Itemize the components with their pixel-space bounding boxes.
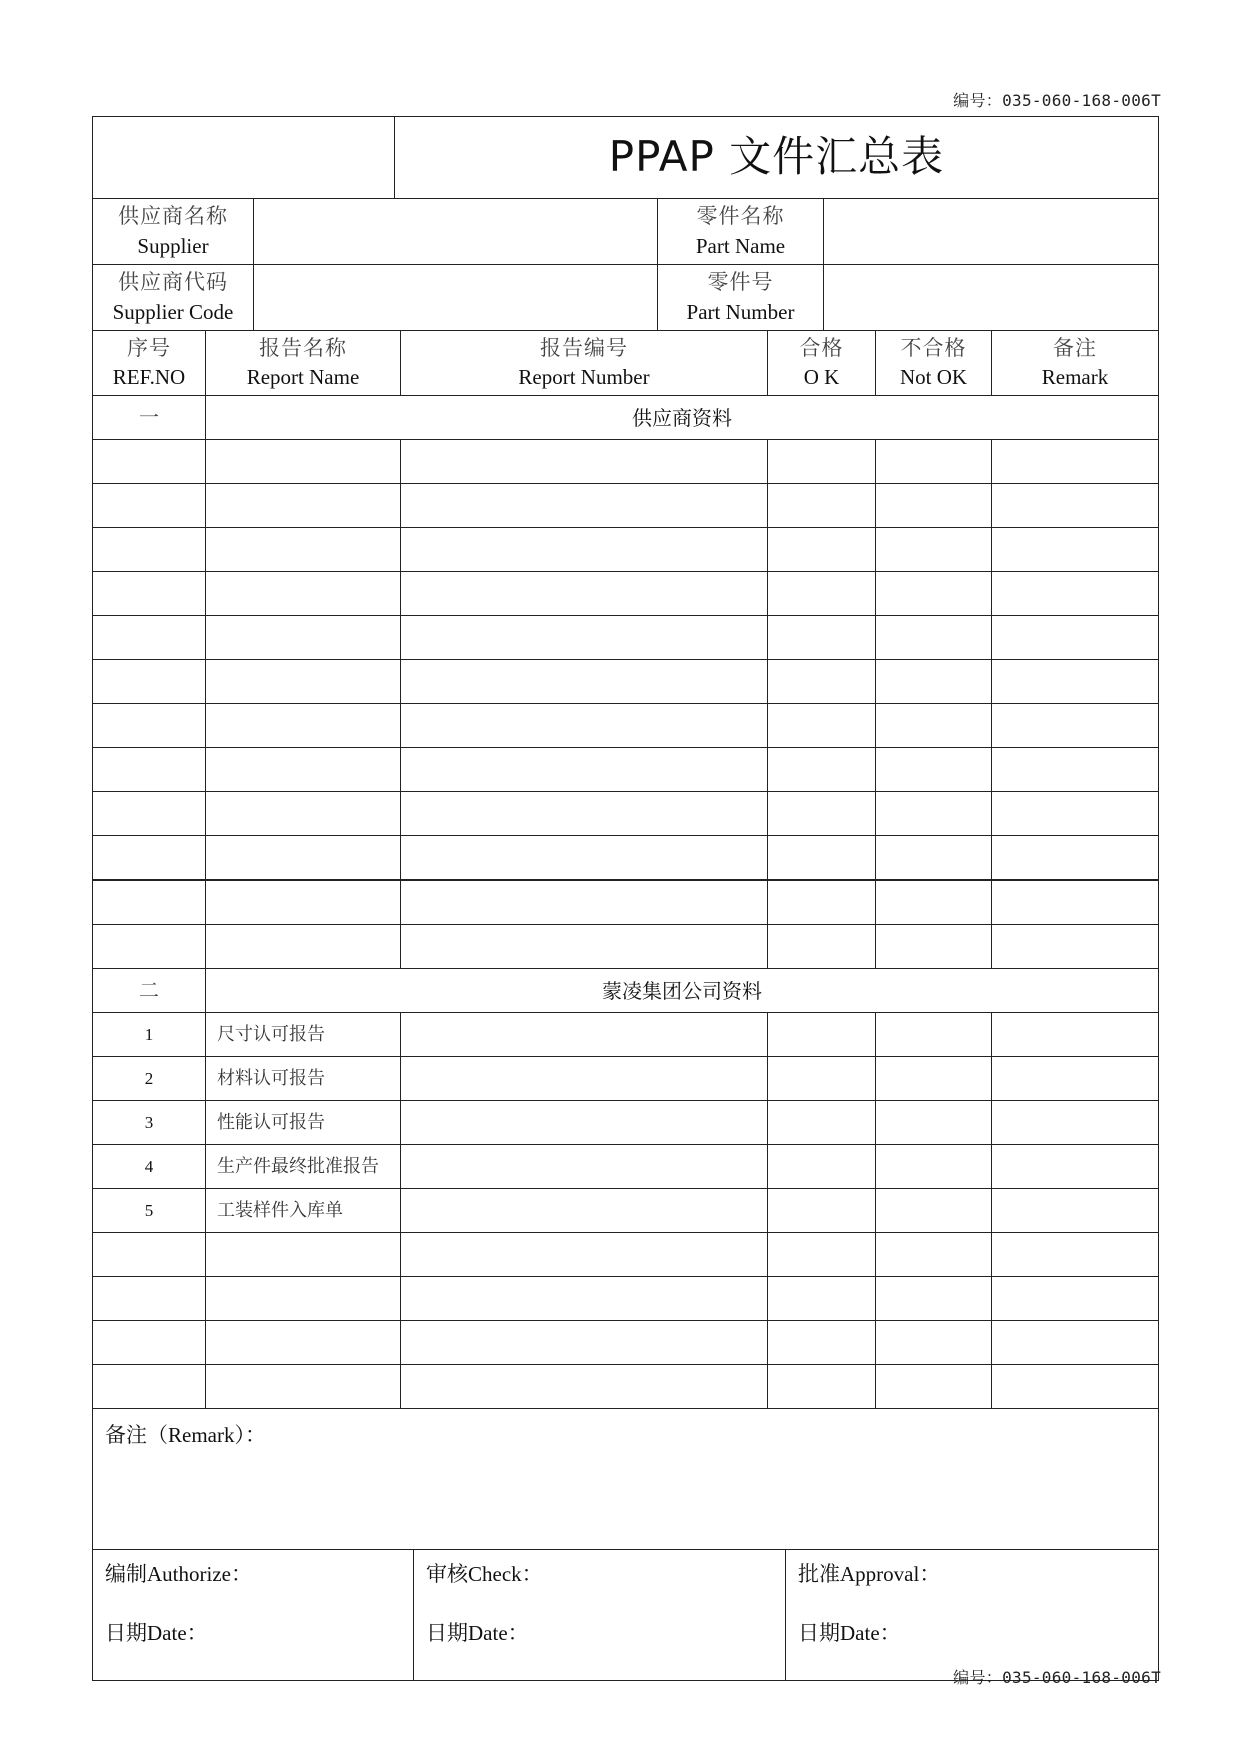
table-row xyxy=(93,1365,1159,1409)
ok-cell[interactable] xyxy=(768,660,876,704)
remark-cell[interactable] xyxy=(992,528,1159,572)
column-header-not-ok-cn: 不合格 xyxy=(900,335,967,360)
remark-cell[interactable] xyxy=(992,836,1159,881)
not-ok-cell[interactable] xyxy=(876,528,992,572)
ref-cell[interactable] xyxy=(93,440,206,484)
report-number-cell[interactable] xyxy=(401,704,768,748)
report-number-cell[interactable] xyxy=(401,572,768,616)
part-number-label xyxy=(658,265,824,331)
ok-cell[interactable] xyxy=(768,1013,876,1057)
column-header-remark-en: Remark xyxy=(1041,365,1109,389)
report-name-cell[interactable] xyxy=(206,660,401,704)
column-header-not-ok-en: Not OK xyxy=(899,365,968,389)
report-number-cell[interactable] xyxy=(401,440,768,484)
remark-cell[interactable] xyxy=(992,1189,1159,1233)
report-name-cell[interactable] xyxy=(206,748,401,792)
not-ok-cell[interactable] xyxy=(876,660,992,704)
table-row xyxy=(93,484,1159,528)
remark-cell[interactable] xyxy=(992,440,1159,484)
report-name-cell[interactable] xyxy=(206,1233,401,1277)
report-number-cell[interactable] xyxy=(401,748,768,792)
report-name-cell[interactable] xyxy=(206,1321,401,1365)
supplier-code-field[interactable] xyxy=(254,265,658,331)
remark-label: 备注（Remark）： xyxy=(105,1423,266,1447)
ref-cell[interactable]: 5 xyxy=(93,1189,206,1233)
ref-cell[interactable] xyxy=(93,925,206,969)
remark-cell[interactable] xyxy=(992,1057,1159,1101)
report-number-cell[interactable] xyxy=(401,1057,768,1101)
report-number-cell[interactable] xyxy=(401,1145,768,1189)
ok-cell[interactable] xyxy=(768,880,876,925)
ok-cell[interactable] xyxy=(768,572,876,616)
report-number-cell[interactable] xyxy=(401,1101,768,1145)
check-cell[interactable] xyxy=(414,1550,786,1681)
table-row xyxy=(93,1233,1159,1277)
ok-cell[interactable] xyxy=(768,616,876,660)
table-row xyxy=(93,440,1159,484)
part-name-label-cn: 零件名称 xyxy=(696,204,785,229)
report-name-cell[interactable]: 生产件最终批准报告 xyxy=(206,1145,401,1189)
ref-cell[interactable]: 4 xyxy=(93,1145,206,1189)
not-ok-cell[interactable] xyxy=(876,1277,992,1321)
table-row xyxy=(93,1145,1159,1189)
report-number-cell[interactable] xyxy=(401,660,768,704)
approval-label: 批准Approval： xyxy=(798,1562,941,1586)
check-date-label: 日期Date： xyxy=(426,1621,529,1646)
not-ok-cell[interactable] xyxy=(876,925,992,969)
part-name-label xyxy=(658,199,824,265)
ref-cell[interactable]: 3 xyxy=(93,1101,206,1145)
title-cell xyxy=(395,117,1159,199)
ref-cell[interactable] xyxy=(93,748,206,792)
report-number-cell[interactable] xyxy=(401,880,768,925)
section-title: 蒙凌集团公司资料 xyxy=(206,969,1159,1013)
not-ok-cell[interactable] xyxy=(876,880,992,925)
remark-cell[interactable] xyxy=(992,572,1159,616)
report-table xyxy=(92,330,1159,1409)
ref-cell[interactable]: 1 xyxy=(93,1013,206,1057)
table-row xyxy=(93,704,1159,748)
report-name-cell[interactable]: 尺寸认可报告 xyxy=(206,1013,401,1057)
table-row xyxy=(93,925,1159,969)
ref-cell[interactable] xyxy=(93,1321,206,1365)
ref-cell[interactable]: 2 xyxy=(93,1057,206,1101)
not-ok-cell[interactable] xyxy=(876,1145,992,1189)
ppap-summary-form xyxy=(92,116,1159,1681)
ref-cell[interactable] xyxy=(93,1233,206,1277)
remark-cell[interactable] xyxy=(992,616,1159,660)
check-label: 审核Check： xyxy=(426,1562,543,1586)
report-name-cell[interactable] xyxy=(206,925,401,969)
table-row xyxy=(93,1101,1159,1145)
column-header-report-number xyxy=(401,331,768,396)
ok-cell[interactable] xyxy=(768,925,876,969)
ref-cell[interactable] xyxy=(93,836,206,881)
supplier-info-table xyxy=(92,198,1159,331)
table-row xyxy=(93,880,1159,925)
supplier-code-label-cn: 供应商代码 xyxy=(118,270,228,295)
report-name-cell[interactable] xyxy=(206,1277,401,1321)
not-ok-cell[interactable] xyxy=(876,1233,992,1277)
table-header-row xyxy=(93,331,1159,396)
not-ok-cell[interactable] xyxy=(876,748,992,792)
ref-cell[interactable] xyxy=(93,1365,206,1409)
column-header-ref-cn: 序号 xyxy=(127,335,171,360)
table-row xyxy=(93,1057,1159,1101)
ref-cell[interactable] xyxy=(93,704,206,748)
report-name-cell[interactable] xyxy=(206,484,401,528)
report-number-cell[interactable] xyxy=(401,1365,768,1409)
section-number: 一 xyxy=(93,396,206,440)
authorize-date-label: 日期Date： xyxy=(105,1621,208,1646)
table-row xyxy=(93,660,1159,704)
not-ok-cell[interactable] xyxy=(876,1057,992,1101)
report-number-cell[interactable] xyxy=(401,1233,768,1277)
ref-cell[interactable] xyxy=(93,572,206,616)
not-ok-cell[interactable] xyxy=(876,440,992,484)
table-row xyxy=(93,792,1159,836)
document-code-top: 编号：035-060-168-006T xyxy=(953,91,1161,110)
remark-cell[interactable] xyxy=(93,1409,1159,1550)
not-ok-cell[interactable] xyxy=(876,616,992,660)
remark-cell[interactable] xyxy=(992,1321,1159,1365)
not-ok-cell[interactable] xyxy=(876,484,992,528)
ref-cell[interactable] xyxy=(93,484,206,528)
column-header-ref xyxy=(93,331,206,396)
ref-cell[interactable] xyxy=(93,660,206,704)
supplier-name-label xyxy=(93,199,254,265)
report-name-cell[interactable]: 工装样件入库单 xyxy=(206,1189,401,1233)
column-header-ok-cn: 合格 xyxy=(799,335,844,360)
remark-cell[interactable] xyxy=(992,1013,1159,1057)
supplier-name-field[interactable] xyxy=(254,199,658,265)
remark-cell[interactable] xyxy=(992,1365,1159,1409)
report-name-cell[interactable]: 性能认可报告 xyxy=(206,1101,401,1145)
column-header-report-number-cn: 报告编号 xyxy=(540,335,628,360)
signature-table xyxy=(92,1549,1159,1681)
report-number-cell[interactable] xyxy=(401,1321,768,1365)
column-header-ref-en: REF.NO xyxy=(112,365,186,389)
report-name-cell[interactable] xyxy=(206,528,401,572)
report-name-cell[interactable] xyxy=(206,880,401,925)
table-row xyxy=(93,1189,1159,1233)
table-row xyxy=(93,528,1159,572)
report-name-cell[interactable] xyxy=(206,792,401,836)
column-header-report-name xyxy=(206,331,401,396)
column-header-report-name-cn: 报告名称 xyxy=(259,335,347,360)
remark-cell[interactable] xyxy=(992,925,1159,969)
not-ok-cell[interactable] xyxy=(876,1189,992,1233)
approval-date-label: 日期Date： xyxy=(798,1621,901,1646)
not-ok-cell[interactable] xyxy=(876,572,992,616)
supplier-name-label-en: Supplier xyxy=(137,233,209,258)
part-number-label-en: Part Number xyxy=(686,299,795,324)
report-name-cell[interactable] xyxy=(206,836,401,881)
ok-cell[interactable] xyxy=(768,1365,876,1409)
part-name-label-en: Part Name xyxy=(695,233,786,258)
remark-cell[interactable] xyxy=(992,1233,1159,1277)
table-row xyxy=(93,836,1159,881)
ok-cell[interactable] xyxy=(768,440,876,484)
supplier-name-label-cn: 供应商名称 xyxy=(118,204,228,229)
table-row xyxy=(93,572,1159,616)
column-header-report-number-en: Report Number xyxy=(518,365,650,389)
remark-cell[interactable] xyxy=(992,1277,1159,1321)
report-number-cell[interactable] xyxy=(401,792,768,836)
table-row xyxy=(93,1277,1159,1321)
document-code-bottom: 编号：035-060-168-006T xyxy=(953,1668,1161,1687)
remark-cell[interactable] xyxy=(992,748,1159,792)
report-name-cell[interactable] xyxy=(206,704,401,748)
report-number-cell[interactable] xyxy=(401,484,768,528)
supplier-code-label xyxy=(93,265,254,331)
remark-cell[interactable] xyxy=(992,880,1159,925)
report-name-cell[interactable]: 材料认可报告 xyxy=(206,1057,401,1101)
ok-cell[interactable] xyxy=(768,1057,876,1101)
column-header-ok xyxy=(768,331,876,396)
section-title: 供应商资料 xyxy=(206,396,1159,440)
not-ok-cell[interactable] xyxy=(876,1321,992,1365)
section-number: 二 xyxy=(93,969,206,1013)
not-ok-cell[interactable] xyxy=(876,792,992,836)
report-number-cell[interactable] xyxy=(401,836,768,881)
title-table xyxy=(92,116,1159,199)
ok-cell[interactable] xyxy=(768,1189,876,1233)
report-name-cell[interactable] xyxy=(206,440,401,484)
report-name-cell[interactable] xyxy=(206,616,401,660)
authorize-label: 编制Authorize： xyxy=(105,1562,252,1586)
part-number-field[interactable] xyxy=(824,265,1159,331)
remark-cell[interactable] xyxy=(992,660,1159,704)
logo-cell xyxy=(93,117,395,199)
ok-cell[interactable] xyxy=(768,1321,876,1365)
column-header-report-name-en: Report Name xyxy=(246,365,360,389)
ref-cell[interactable] xyxy=(93,792,206,836)
column-header-remark-cn: 备注 xyxy=(1053,335,1097,360)
ok-cell[interactable] xyxy=(768,704,876,748)
ok-cell[interactable] xyxy=(768,748,876,792)
remark-cell[interactable] xyxy=(992,792,1159,836)
column-header-remark xyxy=(992,331,1159,396)
column-header-not-ok xyxy=(876,331,992,396)
ref-cell[interactable] xyxy=(93,528,206,572)
ok-cell[interactable] xyxy=(768,792,876,836)
ok-cell[interactable] xyxy=(768,484,876,528)
report-number-cell[interactable] xyxy=(401,1277,768,1321)
table-row xyxy=(93,1321,1159,1365)
not-ok-cell[interactable] xyxy=(876,704,992,748)
ok-cell[interactable] xyxy=(768,1233,876,1277)
remark-cell[interactable] xyxy=(992,1101,1159,1145)
report-number-cell[interactable] xyxy=(401,925,768,969)
ok-cell[interactable] xyxy=(768,836,876,881)
authorize-cell[interactable] xyxy=(93,1550,414,1681)
approval-cell[interactable] xyxy=(786,1550,1159,1681)
not-ok-cell[interactable] xyxy=(876,836,992,881)
table-row xyxy=(93,748,1159,792)
supplier-code-label-en: Supplier Code xyxy=(112,299,234,324)
part-name-field[interactable] xyxy=(824,199,1159,265)
remark-cell[interactable] xyxy=(992,704,1159,748)
report-number-cell[interactable] xyxy=(401,528,768,572)
column-header-ok-en: O K xyxy=(803,365,840,389)
not-ok-cell[interactable] xyxy=(876,1365,992,1409)
ok-cell[interactable] xyxy=(768,1277,876,1321)
form-title: PPAP 文件汇总表 xyxy=(608,132,945,182)
section-header-row xyxy=(93,969,1159,1013)
ok-cell[interactable] xyxy=(768,1101,876,1145)
ok-cell[interactable] xyxy=(768,528,876,572)
report-number-cell[interactable] xyxy=(401,1013,768,1057)
part-number-label-cn: 零件号 xyxy=(707,270,774,295)
table-row xyxy=(93,616,1159,660)
remark-table xyxy=(92,1408,1159,1550)
report-name-cell[interactable] xyxy=(206,1365,401,1409)
ref-cell[interactable] xyxy=(93,616,206,660)
table-row xyxy=(93,1013,1159,1057)
not-ok-cell[interactable] xyxy=(876,1101,992,1145)
section-header-row xyxy=(93,396,1159,440)
not-ok-cell[interactable] xyxy=(876,1013,992,1057)
report-number-cell[interactable] xyxy=(401,1189,768,1233)
report-number-cell[interactable] xyxy=(401,616,768,660)
remark-cell[interactable] xyxy=(992,1145,1159,1189)
ref-cell[interactable] xyxy=(93,880,206,925)
ok-cell[interactable] xyxy=(768,1145,876,1189)
ref-cell[interactable] xyxy=(93,1277,206,1321)
remark-cell[interactable] xyxy=(992,484,1159,528)
report-name-cell[interactable] xyxy=(206,572,401,616)
